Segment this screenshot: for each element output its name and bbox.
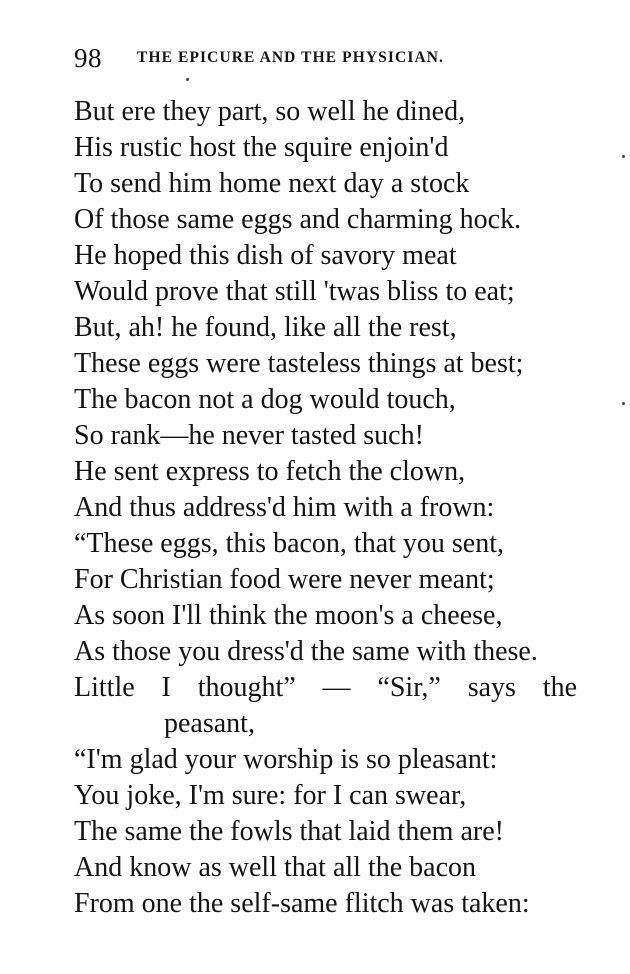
poem-line: The bacon not a dog would touch, [74, 384, 456, 415]
poem-line: But ere they part, so well he dined, [74, 96, 466, 127]
poem-line: But, ah! he found, like all the rest, [74, 312, 457, 343]
poem-line: Would prove that still 'twas bliss to eat; [74, 276, 515, 307]
poem-line: As soon I'll think the moon's a cheese, [74, 600, 503, 631]
poem-line: For Christian food were never meant; [74, 564, 495, 595]
poem-line: From one the self-same flitch was taken: [74, 888, 530, 919]
poem-line: As those you dress'd the same with these. [74, 636, 538, 667]
poem-line: So rank—he never tasted such! [74, 420, 424, 451]
poem-line: To send him home next day a stock [74, 168, 470, 199]
poem-line-continuation: peasant, [164, 708, 255, 739]
poem-line: “These eggs, this bacon, that you sent, [74, 528, 505, 559]
poem-text [74, 94, 594, 922]
poem-line: He hoped this dish of savory meat [74, 240, 457, 271]
running-title: THE EPICURE AND THE PHYSICIAN. [137, 49, 445, 66]
poem-line: You joke, I'm sure: for I can swear, [74, 780, 467, 811]
print-speck [186, 78, 189, 81]
page-header [74, 42, 594, 74]
poem-line: And thus address'd him with a frown: [74, 492, 495, 523]
poem-line: And know as well that all the bacon [74, 852, 477, 883]
poem-line: His rustic host the squire enjoin'd [74, 132, 449, 163]
poem-line: Of those same eggs and charming hock. [74, 204, 522, 235]
poem-line: “I'm glad your worship is so pleasant: [74, 744, 498, 775]
print-speck [622, 402, 625, 405]
poem-line: These eggs were tasteless things at best; [74, 348, 524, 379]
print-speck [622, 155, 625, 158]
poem-line: He sent express to fetch the clown, [74, 456, 466, 487]
page-number: 98 [74, 43, 102, 73]
poem-line: The same the fowls that laid them are! [74, 816, 504, 847]
poem-line: Little I thought” — “Sir,” says the [74, 672, 577, 703]
